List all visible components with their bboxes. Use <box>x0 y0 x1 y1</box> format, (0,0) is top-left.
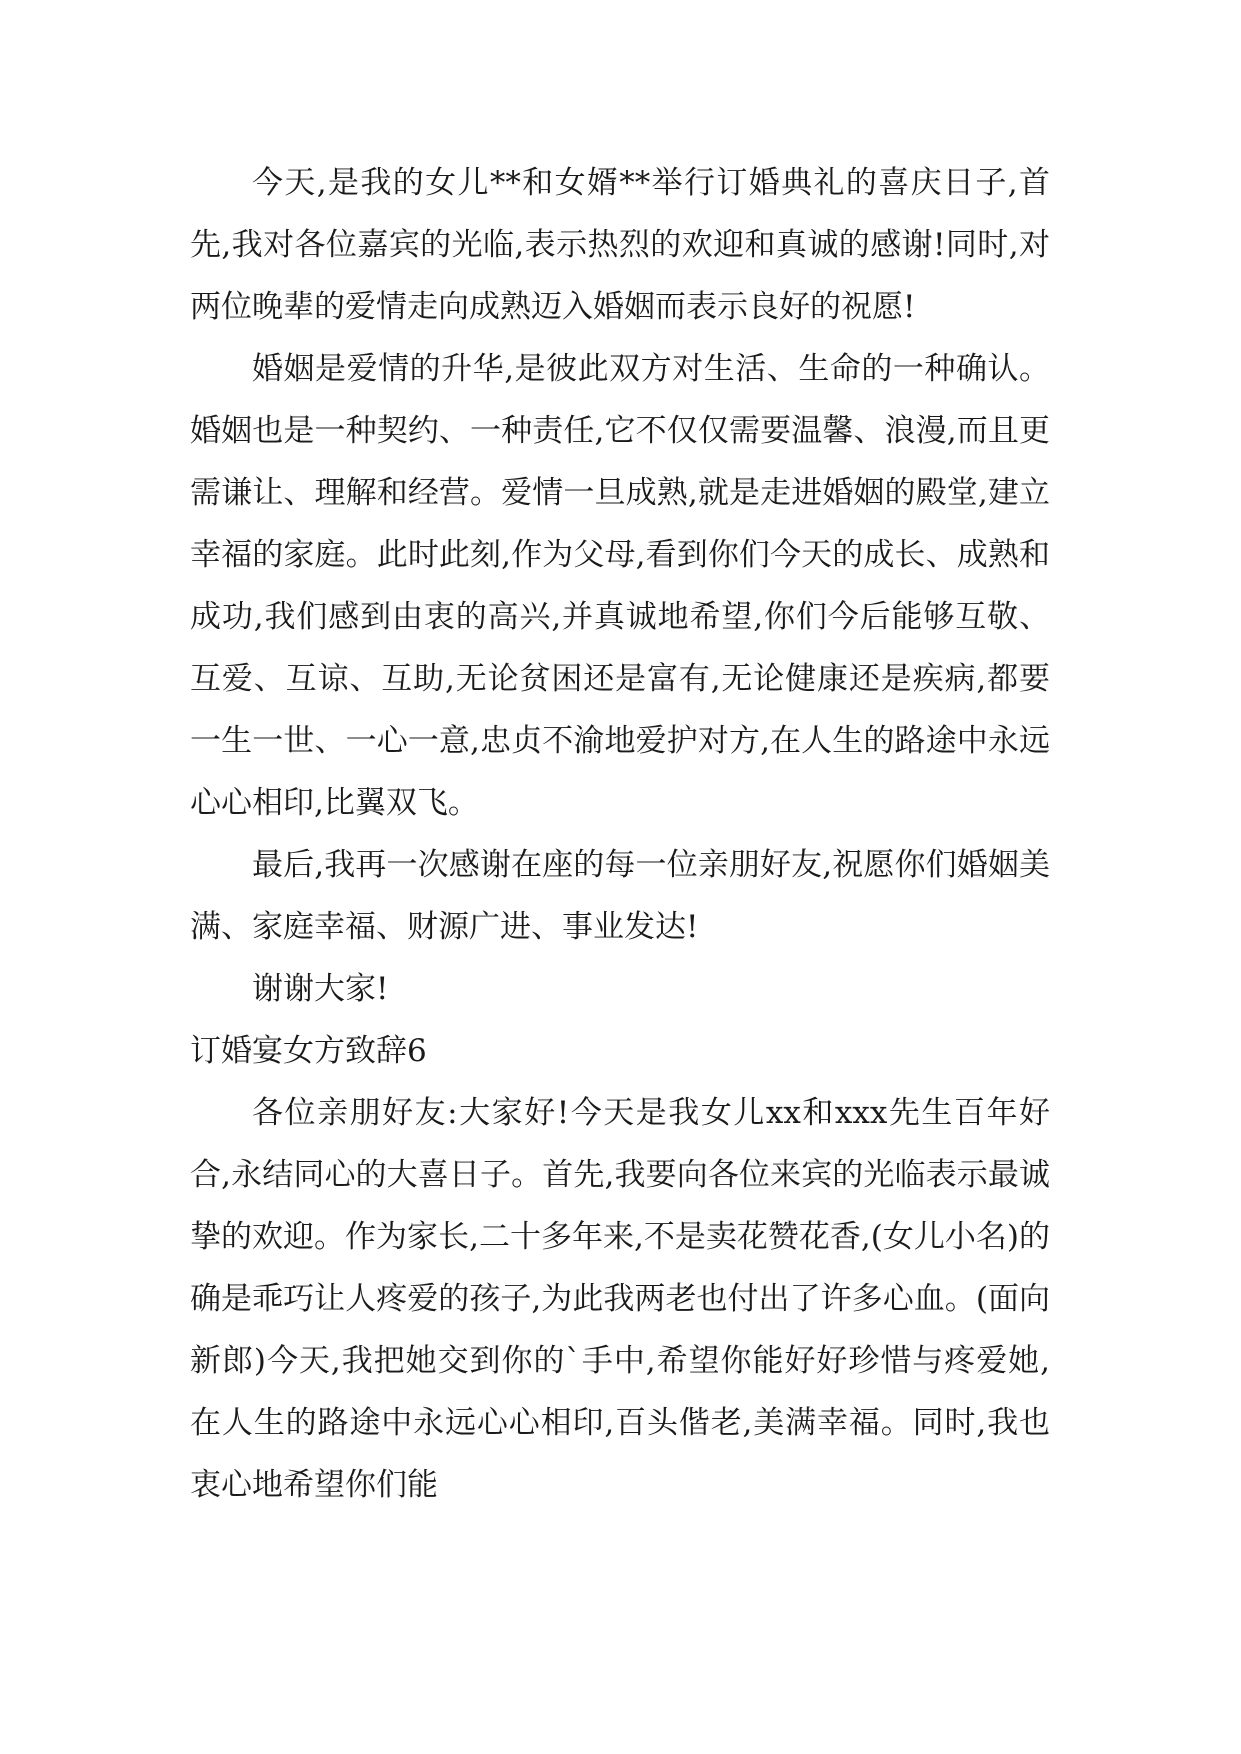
paragraph-closing-thanks: 最后,我再一次感谢在座的每一位亲朋好友,祝愿你们婚姻美满、家庭幸福、财源广进、事业发达! <box>190 847 1050 945</box>
document-body <box>190 152 1050 1516</box>
paragraph-opening: 今天,是我的女儿**和女婿**举行订婚典礼的喜庆日子,首先,我对各位嘉宾的光临,表示热烈的欢迎和真诚的感谢!同时,对两位晚辈的爱情走向成熟迈入婚姻而表示良好的祝愿! <box>190 165 1050 325</box>
section-title: 订婚宴女方致辞6 <box>190 1033 427 1069</box>
paragraph-marriage: 婚姻是爱情的升华,是彼此双方对生活、生命的一种确认。婚姻也是一种契约、一种责任,它不仅仅需要温馨、浪漫,而且更需谦让、理解和经营。爱情一旦成熟,就是走进婚姻的殿堂,建立幸福的家庭。此时此刻,作为父母,看到你们今天的成长、成熟和成功,我们感到由衷的高兴,并真诚地希望,你们今后能够互敬、互爱、互谅、互助,无论贫困还是富有,无论健康还是疾病,都要一生一世、一心一意,忠贞不渝地爱护对方,在人生的路途中永远心心相印,比翼双飞。 <box>190 351 1050 821</box>
section-paragraph: 各位亲朋好友:大家好!今天是我女儿xx和xxx先生百年好合,永结同心的大喜日子。首先,我要向各位来宾的光临表示最诚挚的欢迎。作为家长,二十多年来,不是卖花赞花香,(女儿小名)的确是乖巧让人疼爱的孩子,为此我两老也付出了许多心血。(面向新郎)今天,我把她交到你的`手中,希望你能好好珍惜与疼爱她,在人生的路途中永远心心相印,百头偕老,美满幸福。同时,我也衷心地希望你们能 <box>190 1095 1050 1503</box>
paragraph-thank-you: 谢谢大家! <box>252 971 389 1007</box>
